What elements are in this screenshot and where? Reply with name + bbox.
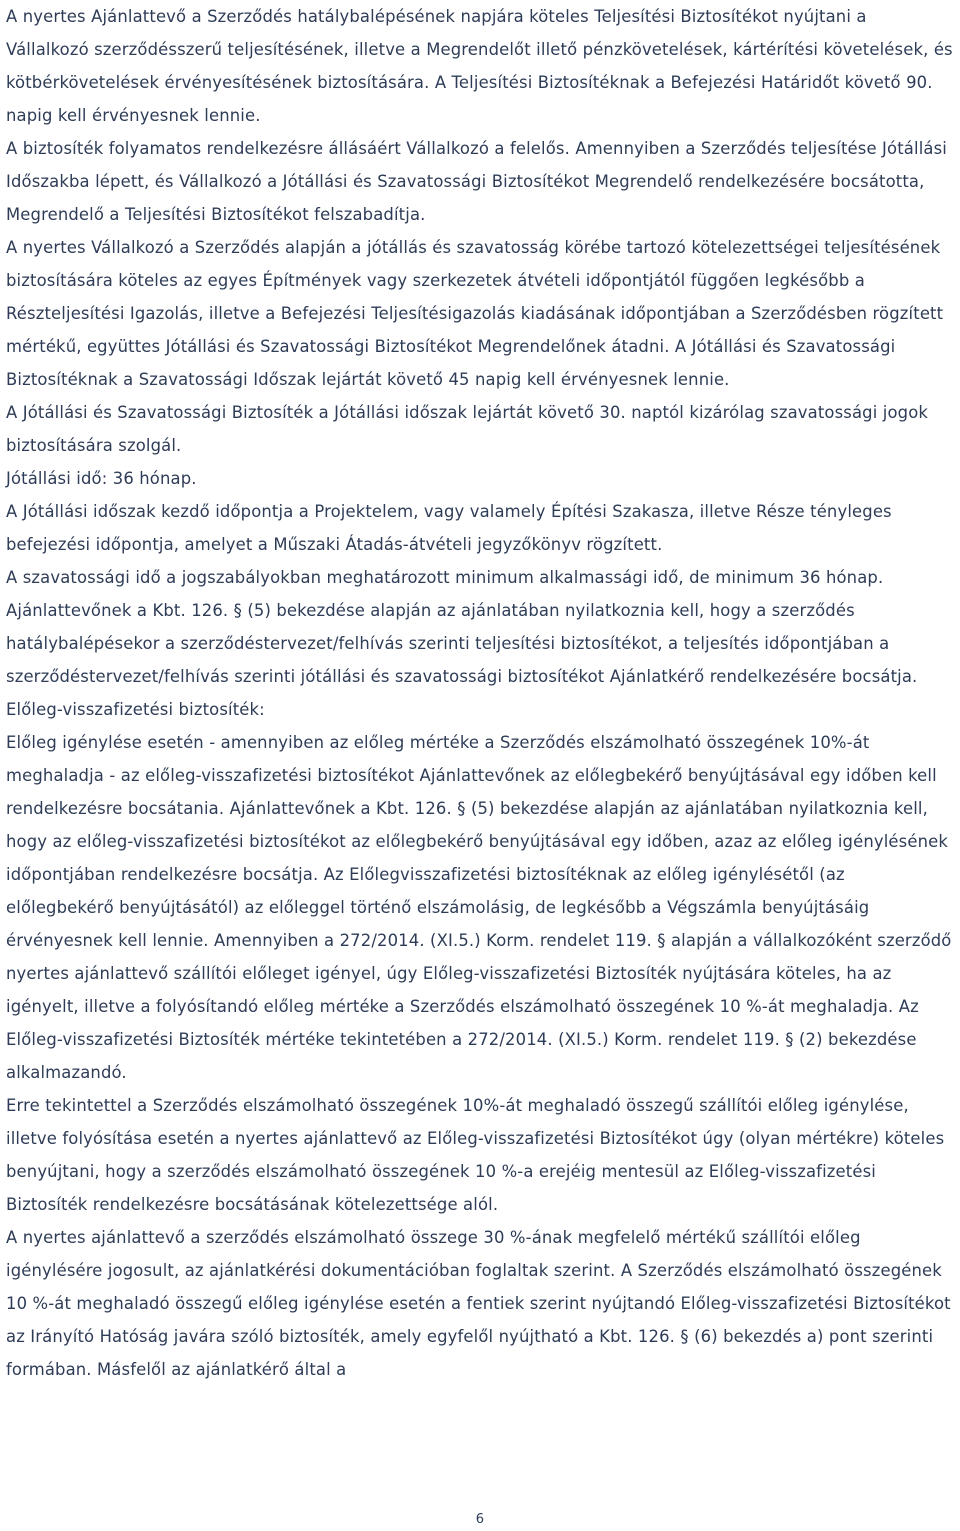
paragraph-biztositek-felelosseg: A biztosíték folyamatos rendelkezésre állásáért Vállalkozó a felelős. Amennyiben a Szerződés teljesítése Jótállási Időszakba lépett, és Vállalkozó a Jótállási és Szavatossági Biztosítékot Megrendelő rendelkezésére bocsátotta, Megrendelő a Teljesítési Biztosítékot felszabadítja. <box>6 139 947 224</box>
paragraph-eloleg-igenyles: Előleg igénylése esetén - amennyiben az előleg mértéke a Szerződés elszámolható összegének 10%-át meghaladja - az előleg-visszafizetési biztosítékot Ajánlattevőnek az előlegbekérő benyújtásával egy időben kell rendelkezésre bocsátania. Ajánlattevőnek a Kbt. 126. § (5) bekezdése alapján az ajánlatában nyilatkoznia kell, hogy az előleg-visszafizetési biztosítékot az előlegbekérő benyújtásával egy időben, azaz az előleg igénylésének időpontjában rendelkezésre bocsátja. Az Előlegvisszafizetési biztosítéknak az előleg igénylésétől (az előlegbekérő benyújtásától) az előleggel történő elszámolásig, de legkésőbb a Végszámla benyújtásáig érvényesnek kell lennie. Amennyiben a 272/2014. (XI.5.) Korm. rendelet 119. § alapján a vállalkozóként szerződő nyertes ajánlattevő szállítói előleget igényel, úgy Előleg-visszafizetési Biztosíték nyújtására köteles, ha az igényelt, illetve a folyósítandó előleg mértéke a Szerződés elszámolható összegének 10 %-át meghaladja. Az Előleg-visszafizetési Biztosíték mértéke tekintetében a 272/2014. (XI.5.) Korm. rendelet 119. § (2) bekezdése alkalmazandó. <box>6 733 952 1082</box>
paragraph-jotallasi-biztositek: A nyertes Vállalkozó a Szerződés alapján a jótállás és szavatosság körébe tartozó kötelezettségei teljesítésének biztosítására köteles az egyes Építmények vagy szerkezetek átvételi időpontjától függően legkésőbb a Részteljesítési Igazolás, illetve a Befejezési Teljesítésigazolás kiadásának időpontjában a Szerződésben rögzített mértékű, együttes Jótállási és Szavatossági Biztosítékot Megrendelőnek átadni. A Jótállási és Szavatossági Biztosítéknak a Szavatossági Időszak lejártát követő 45 napig kell érvényesnek lennie. <box>6 238 944 389</box>
paragraph-szavatossagi-ido: A szavatossági idő a jogszabályokban meghatározott minimum alkalmassági idő, de minimum 36 hónap. <box>6 568 884 587</box>
paragraph-teljesitesi-biztositek: A nyertes Ajánlattevő a Szerződés hatálybalépésének napjára köteles Teljesítési Biztosítékot nyújtani a Vállalkozó szerződésszerű teljesítésének, illetve a Megrendelőt illető pénzkövetelések, kártérítési követelések, és kötbérkövetelések érvényesítésének biztosítására. A Teljesítési Biztosítéknak a Befejezési Határidőt követő 90. napig kell érvényesnek lennie. <box>6 7 953 125</box>
document-body <box>6 0 954 1386</box>
section-heading-eloleg: Előleg-visszafizetési biztosíték: <box>6 700 265 719</box>
paragraph-kbt-nyilatkozat: Ajánlattevőnek a Kbt. 126. § (5) bekezdése alapján az ajánlatában nyilatkoznia kell, hogy a szerződés hatálybalépésekor a szerződéstervezet/felhívás szerinti teljesítési biztosítékot, a teljesítés időpontjában a szerződéstervezet/felhívás szerinti jótállási és szavatossági biztosítékot Ajánlatkérő rendelkezésére bocsátja. <box>6 601 918 686</box>
paragraph-jotallasi-ido: Jótállási idő: 36 hónap. <box>6 469 197 488</box>
paragraph-szavatossagi-jogok: A Jótállási és Szavatossági Biztosíték a Jótállási időszak lejártát követő 30. naptól kizárólag szavatossági jogok biztosítására szolgál. <box>6 403 929 455</box>
page-number: 6 <box>475 1512 485 1527</box>
paragraph-eloleg-tekintettel: Erre tekintettel a Szerződés elszámolható összegének 10%-át meghaladó összegű szállítói előleg igénylése, illetve folyósítása esetén a nyertes ajánlattevő az Előleg-visszafizetési Biztosítékot úgy (olyan mértékre) köteles benyújtani, hogy a szerződés elszámolható összegének 10 %-a erejéig mentesül az Előleg-visszafizetési Biztosíték rendelkezésre bocsátásának kötelezettsége alól. <box>6 1096 945 1214</box>
paragraph-eloleg-jogosult: A nyertes ajánlattevő a szerződés elszámolható összege 30 %-ának megfelelő mértékű szállítói előleg igénylésére jogosult, az ajánlatkérési dokumentációban foglaltak szerint. A Szerződés elszámolható összegének 10 %-át meghaladó összegű előleg igénylése esetén a fentiek szerint nyújtandó Előleg-visszafizetési Biztosítékot az Irányító Hatóság javára szóló biztosíték, amely egyfelől nyújtható a Kbt. 126. § (6) bekezdés a) pont szerinti formában. Másfelől az ajánlatkérő által a <box>6 1228 951 1379</box>
paragraph-jotallasi-kezdet: A Jótállási időszak kezdő időpontja a Projektelem, vagy valamely Építési Szakasza, illetve Része tényleges befejezési időpontja, amelyet a Műszaki Átadás-átvételi jegyzőkönyv rögzített. <box>6 502 892 554</box>
